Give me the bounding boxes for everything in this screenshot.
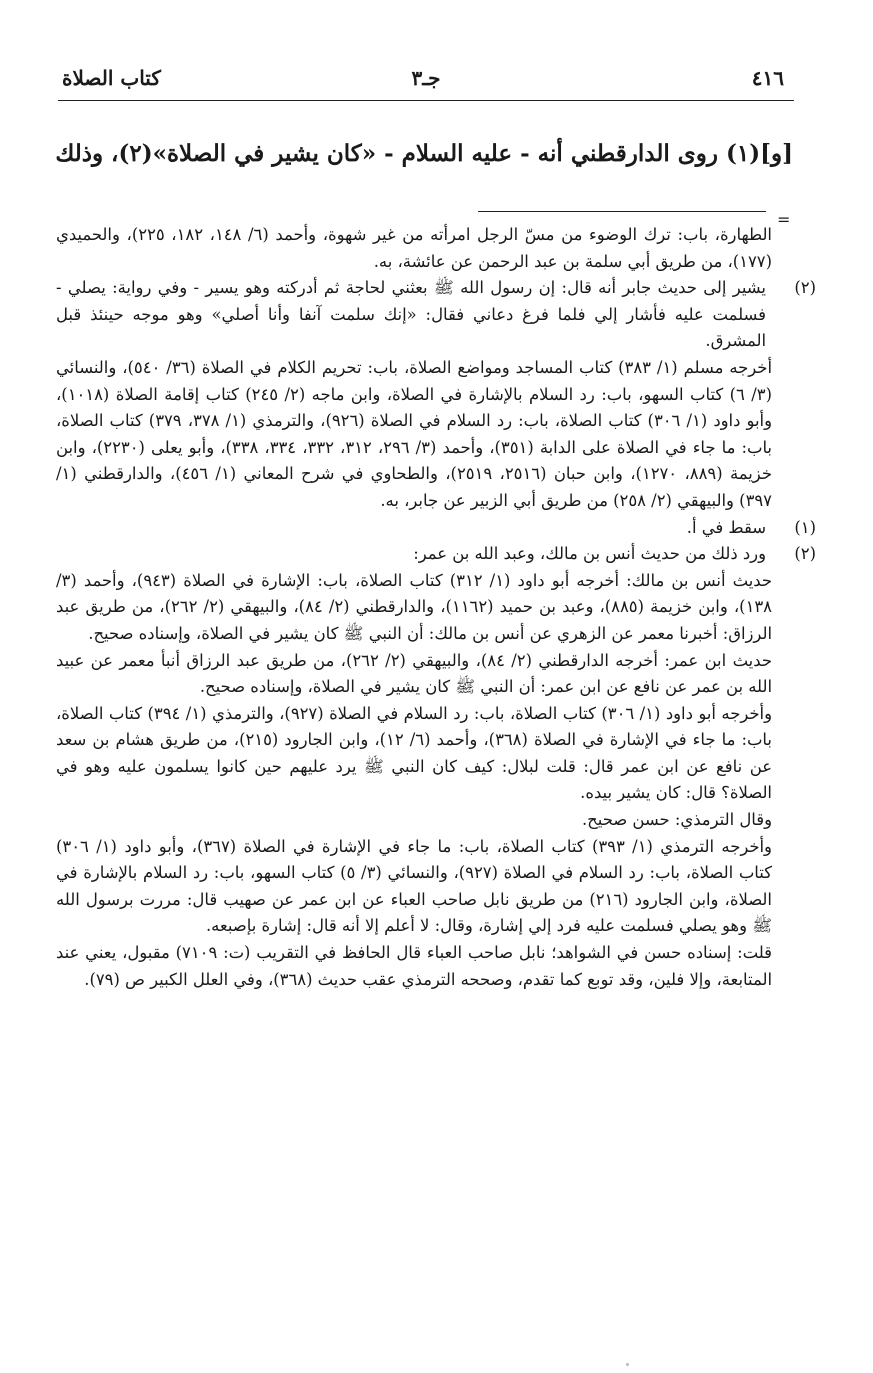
page-number: ٤١٦ — [751, 66, 784, 90]
footnote-continuation: الطهارة، باب: ترك الوضوء من مسّ الرجل امرأته من غير شهوة، وأحمد (٦/ ١٤٨، ١٨٢، ٢٢٥)، والحميدي (١٧٧)، من طريق أبي سلمة بن عبد الرحمن عن عائشة، به. — [56, 225, 772, 271]
footnote-item — [56, 275, 816, 355]
footnote-separator — [478, 211, 766, 212]
footnote-text: يشير إلى حديث جابر أنه قال: إن رسول الله ﷺ بعثني لحاجة ثم أدركته وهو يسير - وفي رواية: يصلي - فسلمت عليه فأشار إلي فلما فرغ دعاني فقال: «إنك سلمت آنفا وأنا أصلي» وهو موجه حينئذ قبل المشرق. — [56, 278, 766, 351]
footnote-paragraph: وقال الترمذي: حسن صحيح. — [581, 810, 772, 830]
footnote-item — [56, 541, 816, 568]
footnote-item — [56, 515, 816, 542]
footnote-paragraph: أخرجه مسلم (١/ ٣٨٣) كتاب المساجد ومواضع الصلاة، باب: تحريم الكلام في الصلاة (٣٦/ ٥٤٠)، والنسائي (٣/ ٦) كتاب السهو، باب: رد السلام بالإشارة في الصلاة، وابن ماجه (٢/ ٢٤٥) كتاب إقامة الصلاة (١٠١٨)، وأبو داود (١/ ٣٠٦) كتاب الصلاة، باب: رد السلام في الصلاة (٩٢٦)، والترمذي (١/ ٣٧٨، ٣٧٩) كتاب الصلاة، باب: ما جاء في الصلاة على الدابة (٣٥١)، وأحمد (٣/ ٢٩٦، ٣١٢، ٣٣٢، ٣٣٤، ٣٣٨)، وأبو يعلى (٢٢٣٠)، وابن خزيمة (٨٨٩، ١٢٧٠)، وابن حبان (٢٥١٦، ٢٥١٩)، والطحاوي في شرح المعاني (١/ ٤٥٦)، والدارقطني (١/ ٣٩٧) والبيهقي (٢/ ٢٥٨) من طريق أبي الزبير عن جابر، به. — [56, 357, 773, 510]
footnote-paragraph: وأخرجه الترمذي (١/ ٣٩٣) كتاب الصلاة، باب: ما جاء في الإشارة في الصلاة (٣٦٧)، وأبو داود (١/ ٣٠٦) كتاب الصلاة، باب: رد السلام في الصلاة (٩٢٧)، والنسائي (٣/ ٥) كتاب السهو، باب: رد السلام بالإشارة في الصلاة، وابن الجارود (٢١٦) من طريق نابل صاحب العباء عن ابن عمر عن صهيب قال: مررت برسول الله ﷺ وهو يصلي فسلمت عليه فرد إلي إشارة، وقال: لا أعلم إلا أنه قال: إشارة بإصبعه. — [56, 836, 773, 936]
footnote-text: سقط في أ. — [686, 517, 766, 537]
footnotes — [56, 222, 816, 993]
page-speck — [626, 1363, 629, 1366]
footnote-paragraph: قلت: إسناده حسن في الشواهد؛ نابل صاحب العباء قال الحافظ في التقريب (ت: ٧١٠٩) مقبول، يعني عند المتابعة، وإلا فلين، وقد توبع كما تقدم، وصححه الترمذي عقب حديث (٣٦٨)، وفي العلل الكبير ص (٧٩). — [56, 943, 772, 989]
main-text: [و](١) روى الدارقطني أنه - عليه السلام - «كان يشير في الصلاة»(٢)، وذلك — [55, 140, 793, 167]
footnote-number: (٢) — [794, 278, 816, 298]
header-rule — [58, 100, 794, 101]
footnote-number: (٢) — [794, 544, 816, 564]
page-header — [62, 66, 790, 96]
continuation-mark: = — [777, 210, 791, 229]
footnote-paragraph: حديث ابن عمر: أخرجه الدارقطني (٢/ ٨٤)، والبيهقي (٢/ ٢٦٢)، من طريق عبد الرزاق أنبأ معمر عن عبيد الله بن عمر عن نافع عن ابن عمر: أن النبي ﷺ كان يشير في الصلاة، وإسناده صحيح. — [56, 650, 772, 697]
footnote-text: ورد ذلك من حديث أنس بن مالك، وعبد الله بن عمر: — [413, 544, 766, 564]
footnote-paragraph: وأخرجه أبو داود (١/ ٣٠٦) كتاب الصلاة، باب: رد السلام في الصلاة (٩٢٧)، والترمذي (١/ ٣٩٤) كتاب الصلاة، باب: ما جاء في الإشارة في الصلاة (٣٦٨)، وأحمد (٦/ ١٢)، وابن الجارود (٢١٥)، من طريق هشام بن سعد عن نافع عن ابن عمر قال: قلت لبلال: كيف كان النبي ﷺ يرد عليهم حين كانوا يسلمون عليه وهو في الصلاة؟ قال: كان يشير بيده. — [56, 703, 772, 803]
volume-label: جـ٣ — [411, 66, 441, 90]
footnote-number: (١) — [794, 517, 816, 537]
book-title: كتاب الصلاة — [62, 66, 161, 90]
footnote-paragraph: حديث أنس بن مالك: أخرجه أبو داود (١/ ٣١٢) كتاب الصلاة، باب: الإشارة في الصلاة (٩٤٣)، وأحمد (٣/ ١٣٨)، وابن خزيمة (٨٨٥)، وعبد بن حميد (١١٦٢)، والدارقطني (٢/ ٨٤)، والبيهقي (٢/ ٢٦٢)، من طريق عبد الرزاق: أخبرنا معمر عن الزهري عن أنس بن مالك: أن النبي ﷺ كان يشير في الصلاة، وإسناده صحيح. — [56, 570, 773, 643]
